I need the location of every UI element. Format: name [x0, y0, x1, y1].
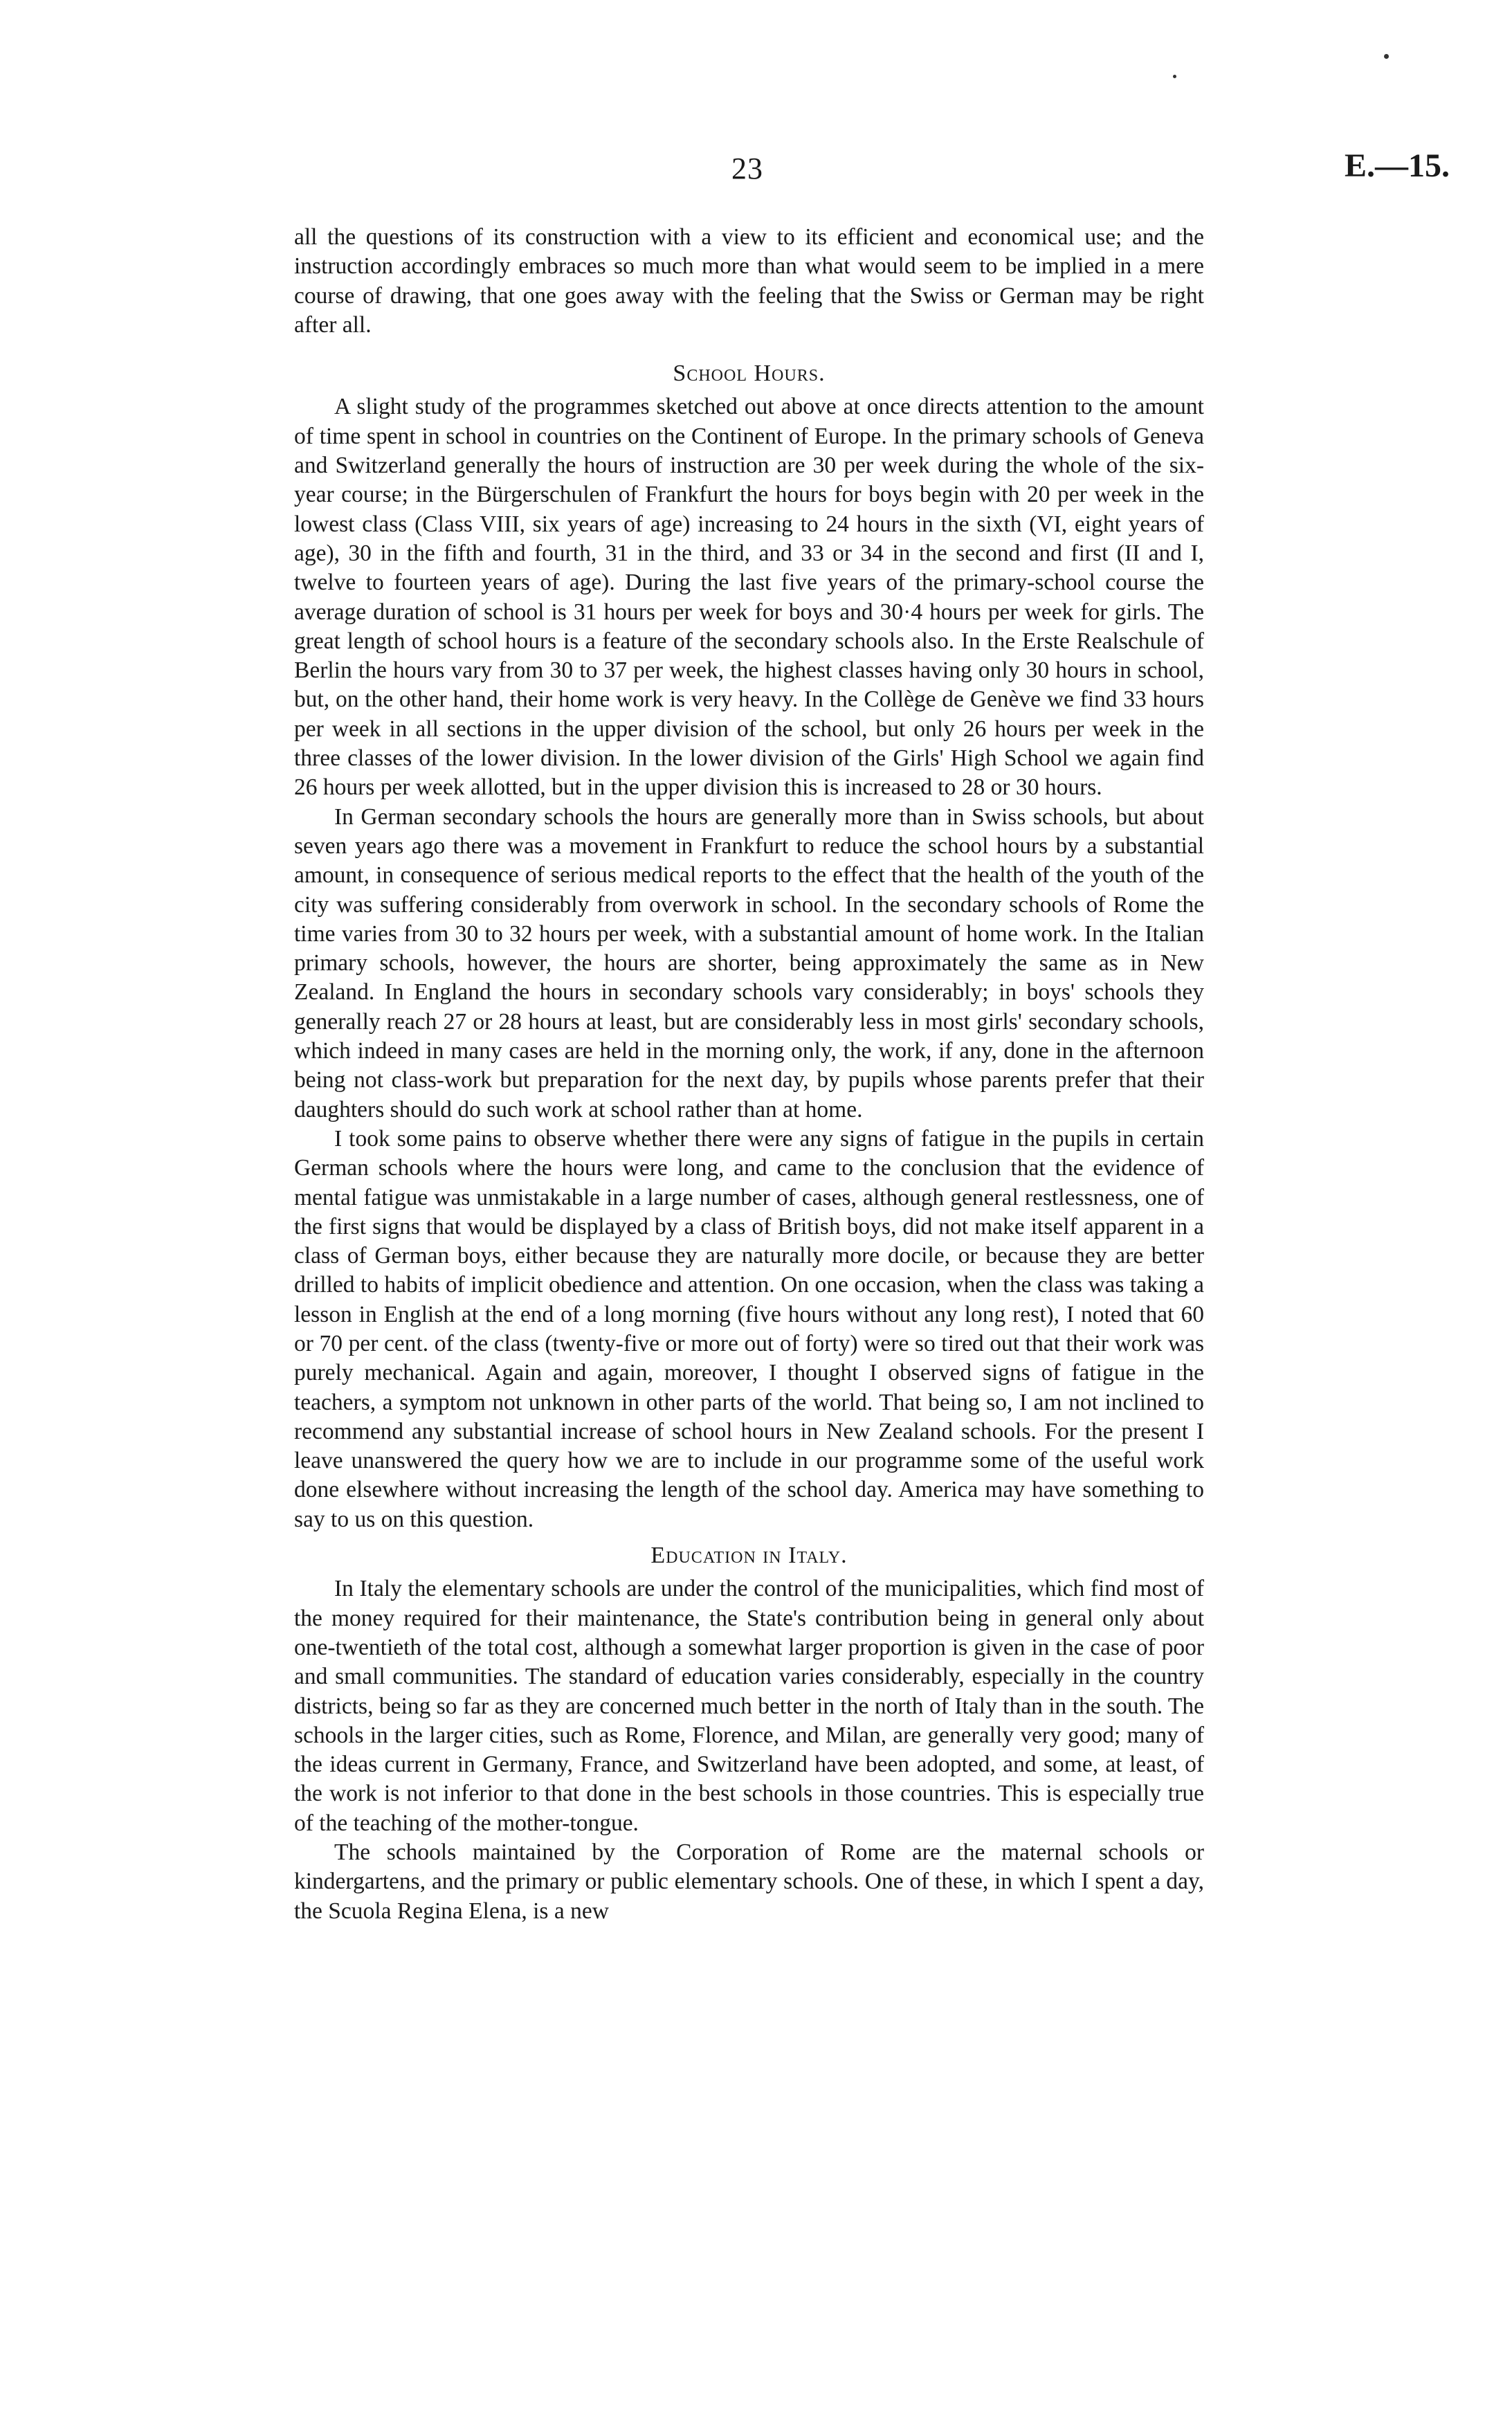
section-heading-school-hours: School Hours.	[673, 361, 826, 387]
paragraph: In German secondary schools the hours are generally more than in Swiss schools, but about seven years ago there was a movement in Frankfurt to reduce the school hours by a substantial amount, in consequence of serious medical reports to the effect that the health of the youth of the city was suffering considerably from overwork in school. In the secondary schools of Rome the time varies from 30 to 32 hours per week, with a substantial amount of home work. In the Italian primary schools, however, the hours are shorter, being approximately the same as in New Zealand. In England the hours in secondary schools vary considerably; in boys' schools they generally reach 27 or 28 hours at least, but are considerably less in most girls' secondary schools, which indeed in many cases are held in the morning only, the work, if any, done in the afternoon being not class-work but preparation for the next day, by pupils whose parents prefer that their daughters should do such work at school rather than at home.	[294, 803, 1204, 1122]
page-number: 23	[731, 152, 763, 185]
scan-speck	[1384, 54, 1389, 59]
document-body	[294, 223, 1204, 1926]
paragraph: A slight study of the programmes sketched out above at once directs attention to the amount of time spent in school in countries on the Continent of Europe. In the primary schools of Geneva and Switzerland generally the hours of instruction are 30 per week during the whole of the six-year course; in the Bürgerschulen of Frankfurt the hours for boys begin with 20 per week in the lowest class (Class VIII, six years of age) increasing to 24 hours in the sixth (VI, eight years of age), 30 in the fifth and fourth, 31 in the third, and 33 or 34 in the second and first (II and I, twelve to fourteen years of age). During the last five years of the primary-school course the average duration of school is 31 hours per week for boys and 30·4 hours per week for girls. The great length of school hours is a feature of the secondary schools also. In the Erste Realschule of Berlin the hours vary from 30 to 37 per week, the highest classes having only 30 hours in school, but, on the other hand, their home work is very heavy. In the Collège de Genève we find 33 hours per week in all sections in the upper division of the school, but only 26 hours per week in the three classes of the lower division. In the lower division of the Girls' High School we again find 26 hours per week allotted, but in the upper division this is increased to 28 or 30 hours.	[294, 394, 1204, 801]
opening-paragraph: all the questions of its construction with a view to its efficient and economical use; and the instruction accordingly embraces so much more than what would seem to be implied in a mere course of drawing, that one goes away with the feeling that the Swiss or German may be right after all.	[294, 224, 1204, 338]
paragraph: The schools maintained by the Corporation of Rome are the maternal schools or kindergartens, and the primary or public elementary schools. One of these, in which I spent a day, the Scuola Regina Elena, is a new	[294, 1839, 1204, 1924]
scan-speck	[1173, 75, 1176, 78]
paragraph: In Italy the elementary schools are under the control of the municipalities, which find most of the money required for their maintenance, the State's contribution being in general only about one-twentieth of the total cost, although a somewhat larger proportion is given in the case of poor and small communities. The standard of education varies considerably, especially in the country districts, being so far as they are concerned much better in the north of Italy than in the south. The schools in the larger cities, such as Rome, Florence, and Milan, are generally very good; many of the ideas current in Germany, France, and Switzerland have been adopted, and some, at least, of the work is not inferior to that done in the best schools in those countries. This is especially true of the teaching of the mother-tongue.	[294, 1576, 1204, 1836]
paragraph: I took some pains to observe whether there were any signs of fatigue in the pupils in certain German schools where the hours were long, and came to the conclusion that the evidence of mental fatigue was unmistakable in a large number of cases, although general restlessness, one of the first signs that would be displayed by a class of British boys, did not make itself apparent in a class of German boys, either because they are naturally more docile, or because they are better drilled to habits of implicit obedience and attention. On one occasion, when the class was taking a lesson in English at the end of a long morning (five hours without any long rest), I noted that 60 or 70 per cent. of the class (twenty-five or more out of forty) were so tired out that their work was purely mechanical. Again and again, moreover, I thought I observed signs of fatigue in the teachers, a symptom not unknown in other parts of the world. That being so, I am not inclined to recommend any substantial increase of school hours in New Zealand schools. For the present I leave unanswered the query how we are to include in our programme some of the useful work done elsewhere without increasing the length of the school day. America may have something to say to us on this question.	[294, 1125, 1204, 1532]
section-heading-education-in-italy: Education in Italy.	[650, 1543, 848, 1569]
document-reference: E.—15.	[1344, 147, 1450, 184]
